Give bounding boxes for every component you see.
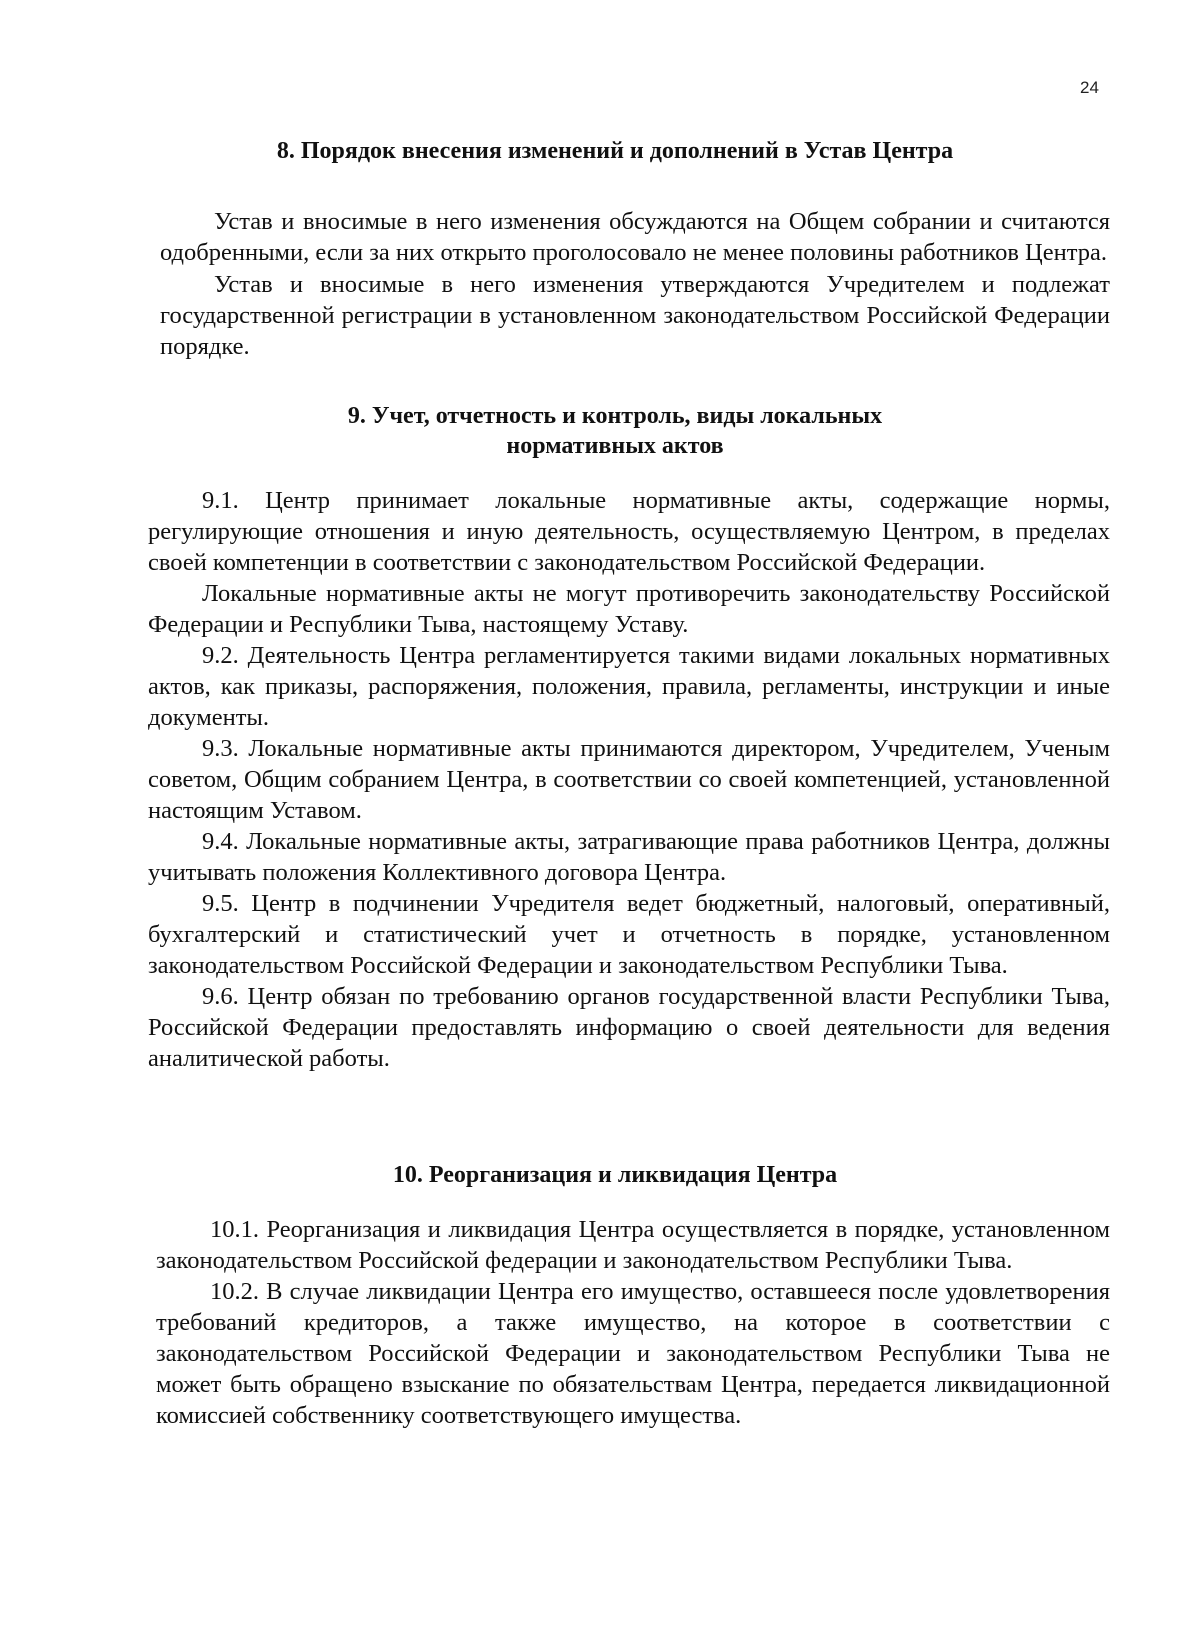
section-heading-line: нормативных актов bbox=[506, 433, 724, 459]
section-heading: 10. Реорганизация и ликвидация Центра bbox=[392, 1162, 838, 1188]
section-9 bbox=[0, 401, 1200, 1074]
section-8 bbox=[0, 136, 1200, 362]
section-heading-line: 9. Учет, отчетность и контроль, виды локальных bbox=[347, 403, 883, 429]
paragraph: 9.3. Локальные нормативные акты принимаются директором, Учредителем, Ученым советом, Общим собранием Центра, в соответствии со своей компетенцией, установленной настоящим Уставом. bbox=[148, 735, 1110, 824]
paragraph: Локальные нормативные акты не могут противоречить законодательству Российской Федерации и Республики Тыва, настоящему Уставу. bbox=[148, 580, 1110, 638]
paragraph: 9.6. Центр обязан по требованию органов государственной власти Республики Тыва, Российской Федерации предоставлять информацию о своей деятельности для ведения аналитической работы. bbox=[148, 983, 1110, 1072]
paragraph: 9.5. Центр в подчинении Учредителя ведет бюджетный, налоговый, оперативный, бухгалтерский и статистический учет и отчетность в порядке, установленном законодательством Российской Федерации и законодательством Республики Тыва. bbox=[148, 890, 1110, 979]
section-body bbox=[148, 485, 1110, 1074]
section-body bbox=[156, 1214, 1110, 1431]
section-10 bbox=[0, 1160, 1200, 1431]
paragraph: 10.1. Реорганизация и ликвидация Центра осуществляется в порядке, установленном законодательством Российской федерации и законодательством Республики Тыва. bbox=[156, 1216, 1110, 1274]
paragraph: 9.2. Деятельность Центра регламентируется такими видами локальных нормативных актов, как приказы, распоряжения, положения, правила, регламенты, инструкции и иные документы. bbox=[148, 642, 1110, 731]
paragraph: 10.2. В случае ликвидации Центра его имущество, оставшееся после удовлетворения требований кредиторов, а также имущество, на которое в соответствии с законодательством Российской Федерации и законодательством Республики Тыва не может быть обращено взыскание по обязательствам Центра, передается ликвидационной комиссией собственнику соответствующего имущества. bbox=[156, 1278, 1110, 1429]
section-heading bbox=[0, 401, 1200, 461]
section-body bbox=[160, 206, 1110, 362]
paragraph: 9.4. Локальные нормативные акты, затрагивающие права работников Центра, должны учитывать положения Коллективного договора Центра. bbox=[148, 828, 1110, 886]
section-heading: 8. Порядок внесения изменений и дополнений в Устав Центра bbox=[276, 138, 954, 164]
paragraph: 9.1. Центр принимает локальные нормативные акты, содержащие нормы, регулирующие отношения и иную деятельность, осуществляемую Центром, в пределах своей компетенции в соответствии с законодательством Российской Федерации. bbox=[148, 487, 1110, 576]
paragraph: Устав и вносимые в него изменения обсуждаются на Общем собрании и считаются одобренными, если за них открыто проголосовало не менее половины работников Центра. bbox=[160, 208, 1110, 266]
page-number: 24 bbox=[1080, 78, 1099, 97]
paragraph: Устав и вносимые в него изменения утверждаются Учредителем и подлежат государственной регистрации в установленном законодательством Российской Федерации порядке. bbox=[160, 271, 1110, 360]
